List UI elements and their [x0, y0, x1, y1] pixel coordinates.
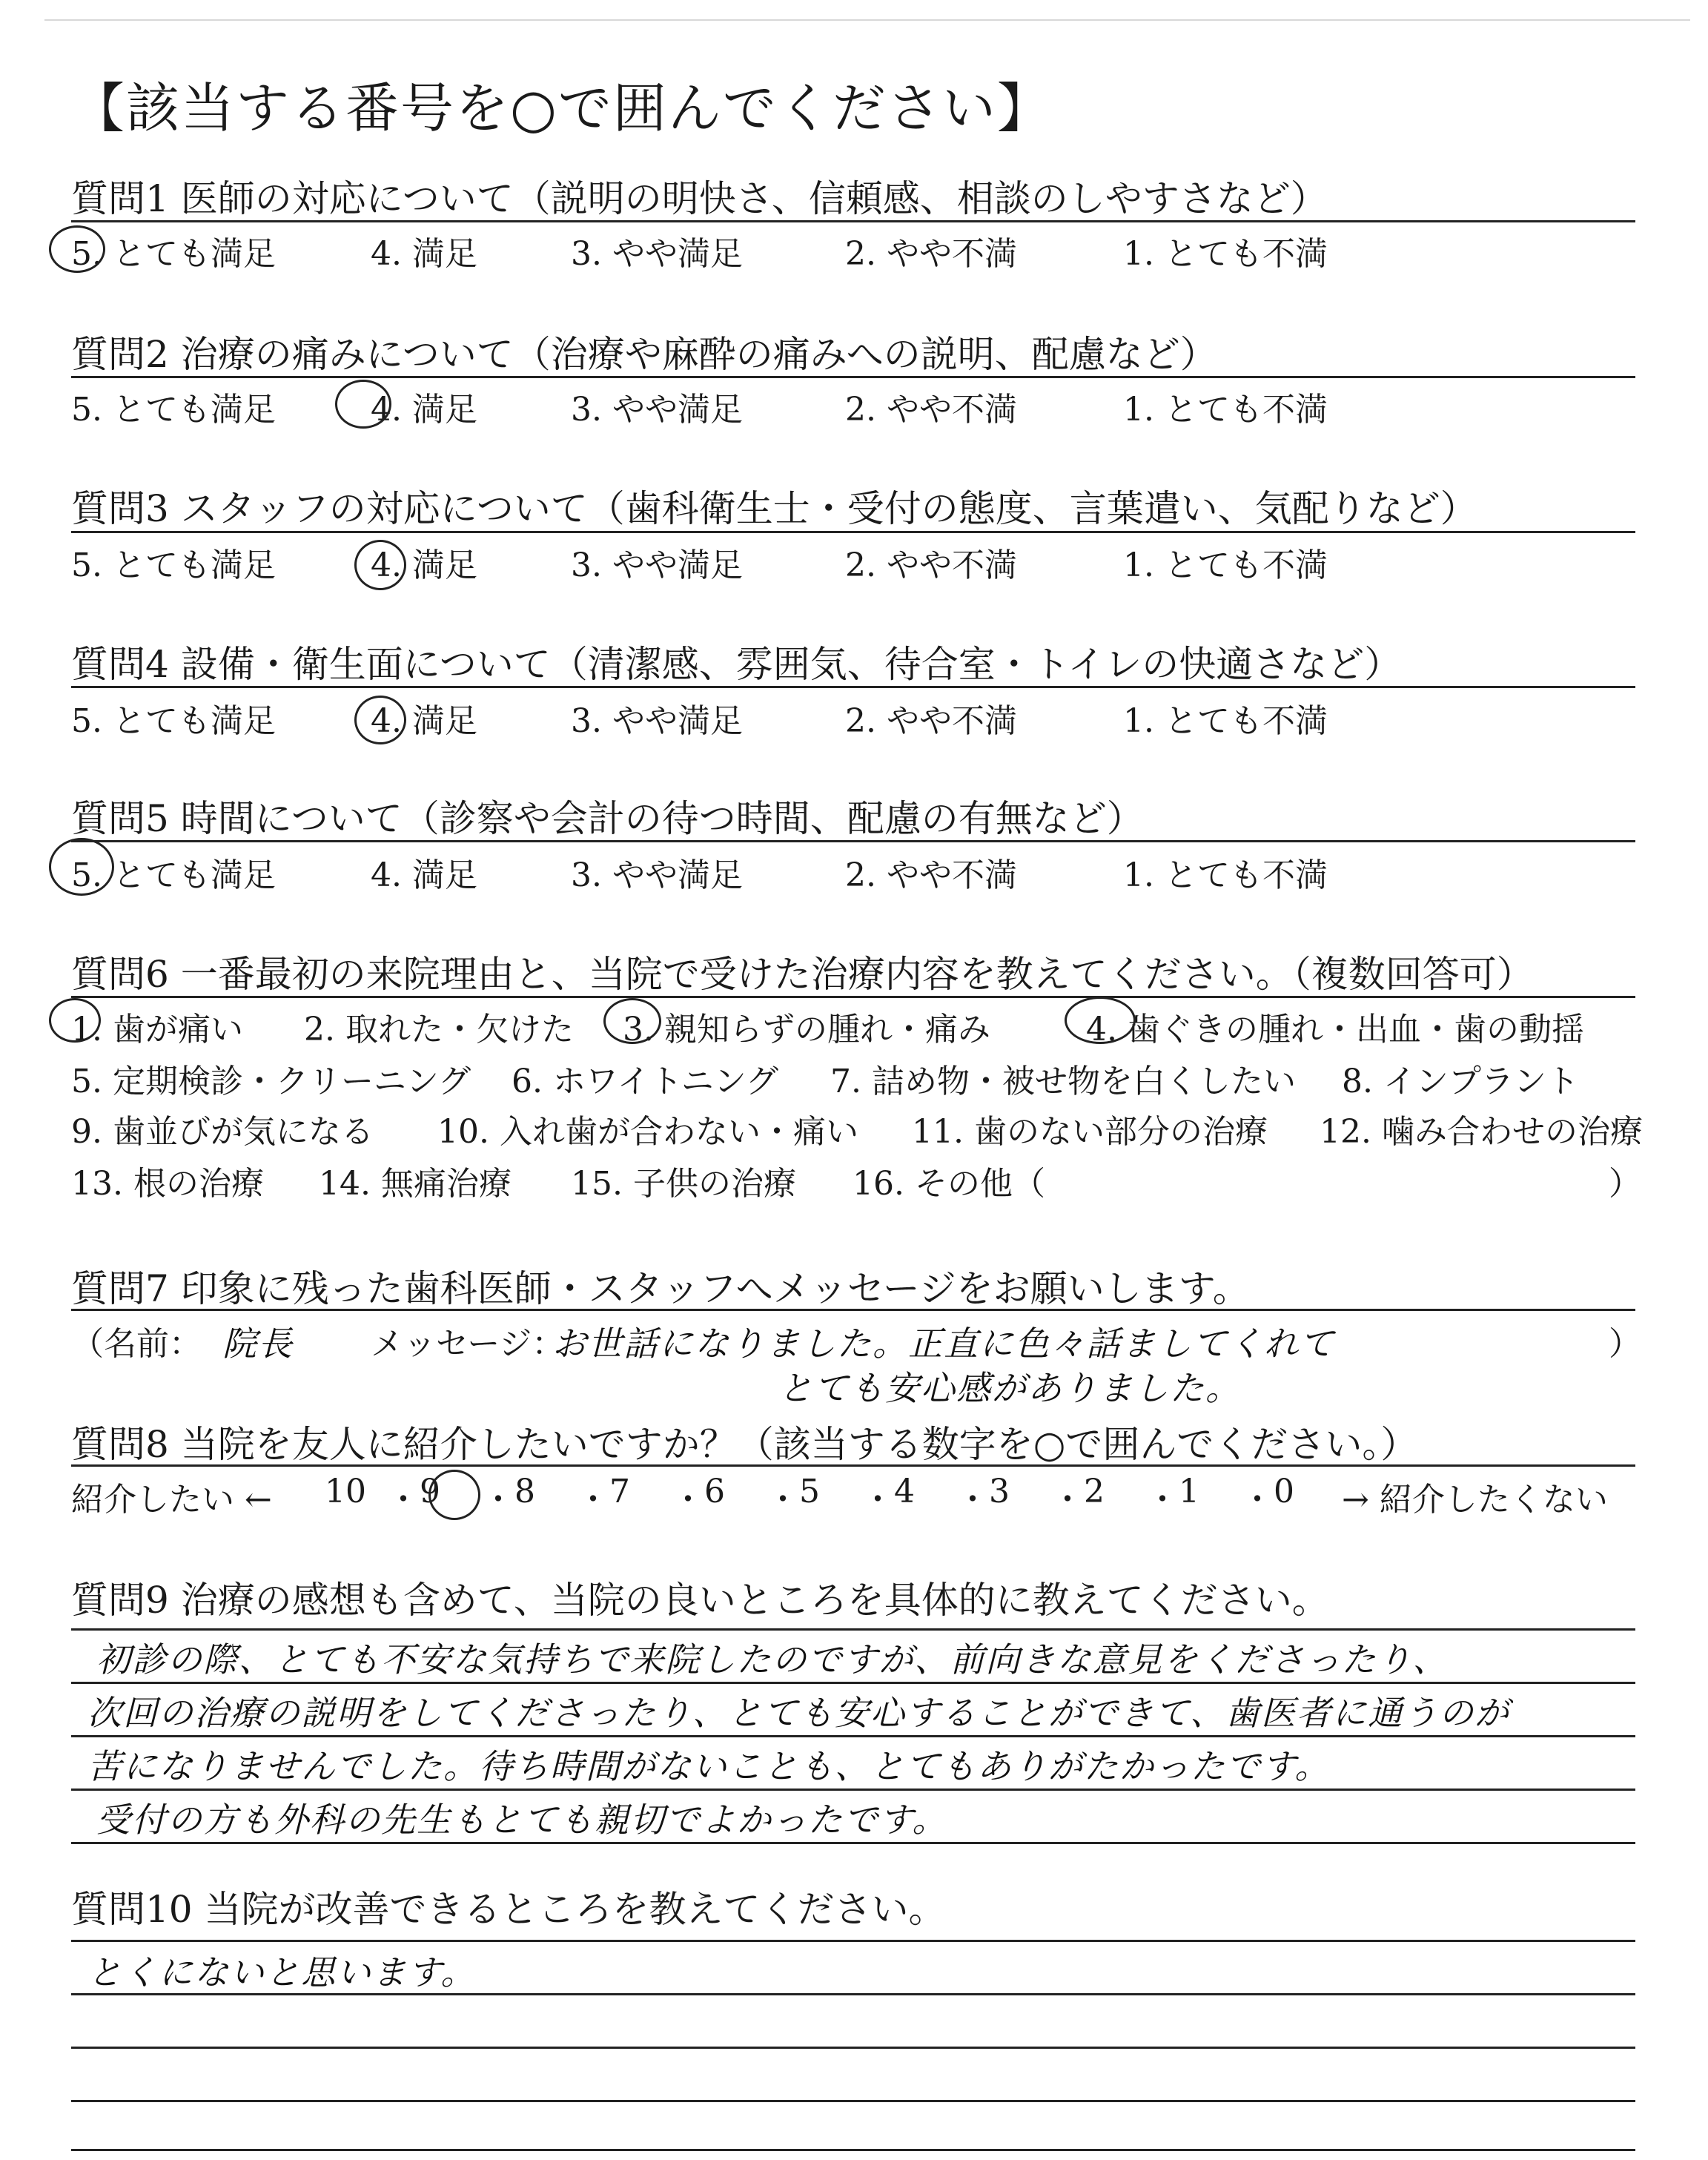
q8-score-3[interactable]: 3 [989, 1473, 1010, 1510]
q1-rule [71, 220, 1635, 222]
q3-option-2[interactable]: 2. やや不満 [845, 546, 1017, 584]
q8-selection-circle [428, 1470, 480, 1520]
q4-option-4[interactable]: 4. 満足 [371, 702, 477, 740]
q9-answer-line-2[interactable]: 次回の治療の説明をしてくださったり、とても安心することができて、歯医者に通うのが [87, 1693, 1511, 1733]
q1-option-1[interactable]: 1. とても不満 [1123, 235, 1328, 273]
q6-option-9[interactable]: 9. 歯並びが気になる [71, 1113, 374, 1151]
q6-selection-circle-4 [1065, 997, 1136, 1044]
q5-option-2[interactable]: 2. やや不満 [845, 856, 1017, 894]
q1-selection-circle [49, 225, 105, 273]
q4-option-2[interactable]: 2. やや不満 [845, 702, 1017, 740]
q2-option-3[interactable]: 3. やや満足 [571, 391, 743, 429]
q3-option-5[interactable]: 5. とても満足 [71, 546, 276, 584]
q8-score-0[interactable]: 0 [1274, 1473, 1294, 1510]
q6-selection-circle-1 [49, 998, 101, 1043]
q6-option-4[interactable]: 4. 歯ぐきの腫れ・出血・歯の動揺 [1086, 1011, 1584, 1048]
q9-line-1 [71, 1682, 1635, 1684]
q7-name-label: （名前： [71, 1325, 202, 1363]
q8-score-6[interactable]: 6 [704, 1473, 725, 1510]
q6-title: 質問6 一番最初の来院理由と、当院で受けた治療内容を教えてください。（複数回答可） [71, 953, 1534, 996]
q2-option-2[interactable]: 2. やや不満 [845, 391, 1017, 429]
q1-option-5[interactable]: 5. とても満足 [71, 235, 276, 273]
q10-line-3 [71, 2100, 1635, 2102]
q8-left-label: 紹介したい ← [71, 1481, 272, 1519]
q6-option-8[interactable]: 8. インプラント [1342, 1063, 1579, 1100]
q1-title: 質問1 医師の対応について（説明の明快さ、信頼感、相談のしやすさなど） [71, 177, 1328, 220]
q6-option-6[interactable]: 6. ホワイトニング [512, 1063, 779, 1100]
q3-selection-circle [354, 540, 406, 590]
q9-line-2 [71, 1735, 1635, 1737]
q8-score-8[interactable]: 8 [514, 1473, 535, 1510]
q5-option-4[interactable]: 4. 満足 [371, 856, 477, 894]
q8-separator-dot: ・ [1146, 1481, 1179, 1519]
q9-line-3 [71, 1789, 1635, 1791]
q7-title: 質問7 印象に残った歯科医師・スタッフへメッセージをお願いします。 [71, 1267, 1250, 1310]
q4-option-5[interactable]: 5. とても満足 [71, 702, 276, 740]
q3-option-1[interactable]: 1. とても不満 [1123, 546, 1328, 584]
q5-option-5[interactable]: 5. とても満足 [71, 856, 276, 894]
q7-rule [71, 1309, 1635, 1311]
q10-title: 質問10 当院が改善できるところを教えてください。 [71, 1888, 946, 1931]
q8-score-9[interactable]: 9 [420, 1473, 440, 1510]
q6-selection-circle-3 [603, 998, 661, 1044]
q5-rule [71, 840, 1635, 842]
q8-separator-dot: ・ [767, 1481, 799, 1519]
q10-line-2 [71, 2047, 1635, 2049]
q8-title: 質問8 当院を友人に紹介したいですか？（該当する数字を○で囲んでください。） [71, 1423, 1418, 1466]
q6-option-13[interactable]: 13. 根の治療 [71, 1165, 264, 1203]
q1-option-4[interactable]: 4. 満足 [371, 235, 477, 273]
q2-title: 質問2 治療の痛みについて（治療や麻酔の痛みへの説明、配慮など） [71, 333, 1217, 376]
q9-answer-line-4[interactable]: 受付の方も外科の先生もとても親切でよかったです。 [96, 1800, 948, 1840]
q8-separator-dot: ・ [1241, 1481, 1274, 1519]
q2-option-4[interactable]: 4. 満足 [371, 391, 477, 429]
q8-separator-dot: ・ [861, 1481, 894, 1519]
q4-selection-circle [354, 696, 406, 744]
q8-score-10[interactable]: 10 [325, 1473, 366, 1510]
q6-option-11[interactable]: 11. 歯のない部分の治療 [912, 1113, 1268, 1151]
q1-option-3[interactable]: 3. やや満足 [571, 235, 743, 273]
q6-close-paren: ） [1609, 1165, 1641, 1203]
q4-option-1[interactable]: 1. とても不満 [1123, 702, 1328, 740]
q8-score-1[interactable]: 1 [1179, 1473, 1199, 1510]
q7-close-paren: ） [1609, 1325, 1641, 1363]
q7-message-line-1[interactable]: お世話になりました。正直に色々話ましてくれて [552, 1324, 1335, 1364]
page-heading: 【該当する番号を○で囲んでください】 [71, 77, 1052, 139]
q6-option-14[interactable]: 14. 無痛治療 [319, 1165, 512, 1203]
q8-separator-dot: ・ [956, 1481, 989, 1519]
q10-line-4 [71, 2149, 1635, 2151]
top-border [44, 19, 1690, 21]
q6-rule [71, 996, 1635, 998]
q8-score-7[interactable]: 7 [609, 1473, 630, 1510]
q10-answer-line-1[interactable]: とくにないと思います。 [87, 1952, 477, 1992]
q8-separator-dot: ・ [387, 1481, 420, 1519]
q4-rule [71, 686, 1635, 688]
q8-right-label: → 紹介したくない [1342, 1481, 1608, 1519]
q6-option-12[interactable]: 12. 噛み合わせの治療 [1320, 1113, 1643, 1151]
q2-selection-circle [335, 380, 391, 429]
q5-option-1[interactable]: 1. とても不満 [1123, 856, 1328, 894]
q3-rule [71, 531, 1635, 533]
q5-title: 質問5 時間について（診察や会計の待つ時間、配慮の有無など） [71, 797, 1144, 840]
q9-answer-line-3[interactable]: 苦になりませんでした。待ち時間がないことも、とてもありがたかったです。 [87, 1746, 1331, 1786]
q6-option-2[interactable]: 2. 取れた・欠けた [304, 1011, 574, 1048]
q8-separator-dot: ・ [672, 1481, 704, 1519]
q5-option-3[interactable]: 3. やや満足 [571, 856, 743, 894]
q8-score-5[interactable]: 5 [799, 1473, 820, 1510]
q7-name-value[interactable]: 院長 [222, 1324, 294, 1364]
q9-line-4 [71, 1842, 1635, 1844]
q8-separator-dot: ・ [577, 1481, 609, 1519]
q8-separator-dot: ・ [1051, 1481, 1084, 1519]
q8-score-4[interactable]: 4 [894, 1473, 915, 1510]
q7-message-label: メッセージ： [371, 1325, 565, 1363]
q2-rule [71, 376, 1635, 378]
q3-option-3[interactable]: 3. やや満足 [571, 546, 743, 584]
q6-option-15[interactable]: 15. 子供の治療 [571, 1165, 796, 1203]
q6-option-7[interactable]: 7. 詰め物・被せ物を白くしたい [830, 1063, 1296, 1100]
q9-title: 質問9 治療の感想も含めて、当院の良いところを具体的に教えてください。 [71, 1579, 1329, 1622]
q7-message-line-2[interactable]: とても安心感がありました。 [778, 1368, 1241, 1408]
q3-option-4[interactable]: 4. 満足 [371, 546, 477, 584]
q6-option-16[interactable]: 16. その他（ [853, 1165, 1045, 1203]
q4-title: 質問4 設備・衛生面について（清潔感、雰囲気、待合室・トイレの快適さなど） [71, 643, 1402, 686]
q8-score-2[interactable]: 2 [1084, 1473, 1105, 1510]
q8-separator-dot: ・ [482, 1481, 514, 1519]
q4-option-3[interactable]: 3. やや満足 [571, 702, 743, 740]
q5-selection-circle [49, 838, 114, 896]
q3-title: 質問3 スタッフの対応について（歯科衛生士・受付の態度、言葉遣い、気配りなど） [71, 487, 1477, 530]
q9-answer-line-1[interactable]: 初診の際、とても不安な気持ちで来院したのですが、前向きな意見をくださったり、 [96, 1639, 1449, 1680]
q6-option-5[interactable]: 5. 定期検診・クリーニング [71, 1063, 471, 1100]
q10-line-0 [71, 1940, 1635, 1942]
q9-line-0 [71, 1628, 1635, 1631]
q2-option-1[interactable]: 1. とても不満 [1123, 391, 1328, 429]
q8-rule [71, 1464, 1635, 1467]
q6-option-10[interactable]: 10. 入れ歯が合わない・痛い [437, 1113, 858, 1151]
q1-option-2[interactable]: 2. やや不満 [845, 235, 1017, 273]
q2-option-5[interactable]: 5. とても満足 [71, 391, 276, 429]
q6-option-3[interactable]: 3. 親知らずの腫れ・痛み [623, 1011, 990, 1048]
q6-option-1[interactable]: 1. 歯が痛い [71, 1011, 243, 1048]
